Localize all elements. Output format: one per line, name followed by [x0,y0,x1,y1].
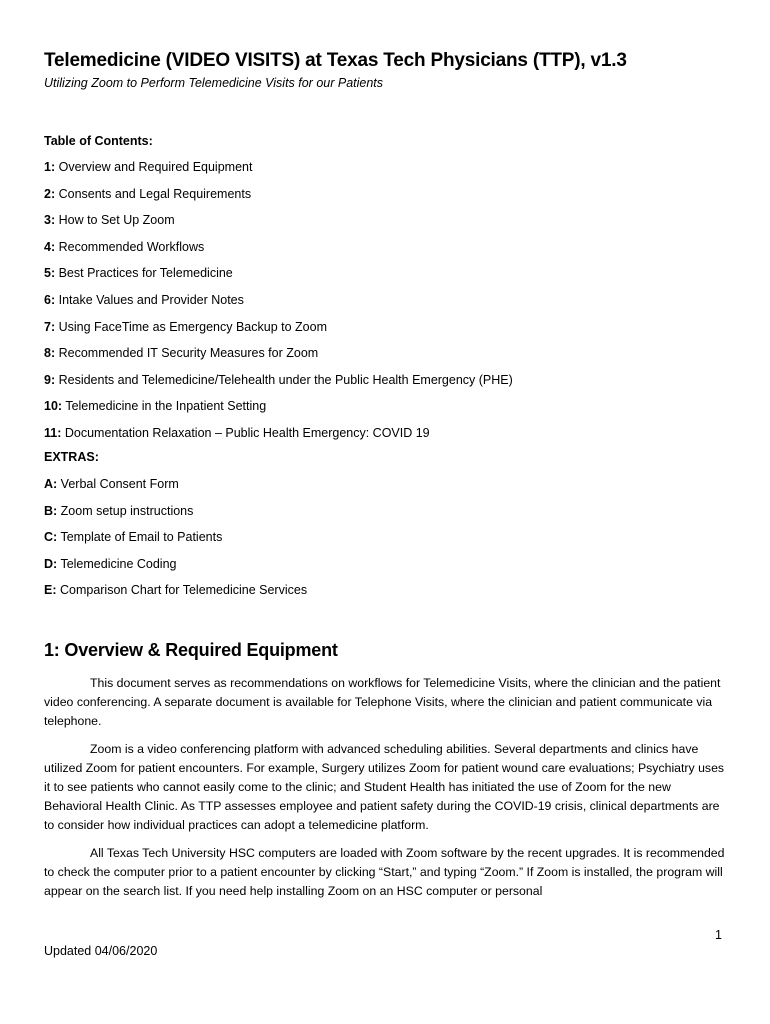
toc-item-number: 7: [44,319,56,334]
toc-item-7 [44,318,513,345]
toc-item-2 [44,185,513,212]
toc-item-text: Overview and Required Equipment [55,160,253,174]
extras-item-a [44,475,307,502]
toc-item-text: Using FaceTime as Emergency Backup to Zoom [55,319,327,334]
toc-item-text: Residents and Telemedicine/Telehealth under the Public Health Emergency (PHE) [55,372,513,387]
extras-item-text: Verbal Consent Form [57,477,179,491]
toc-item-text: Documentation Relaxation – Public Health Emergency: COVID 19 [61,425,430,440]
body-paragraph: All Texas Tech University HSC computers are loaded with Zoom software by the recent upgrades. It is recommended to check the computer prior to a patient encounter by clicking “Start,” and typing “Zoom.” If Zoom is installed, the program will appear on the search list. If you need help installing Zoom on an HSC computer or personal [44,846,725,898]
body-paragraph: This document serves as recommendations on workflows for Telemedicine Visits, where the clinician and the patient video conferencing. A separate document is available for Telephone Visits, where the clinician and patient communicate via telephone. [44,676,721,728]
extras-list [44,475,307,608]
toc-item-text: How to Set Up Zoom [55,213,175,228]
toc-item-8 [44,344,513,371]
toc-item-number: 3: [44,213,56,228]
extras-item-letter: E: [44,583,57,598]
toc-item-number: 5: [44,266,56,281]
extras-item-text: Zoom setup instructions [57,503,194,518]
toc-item-text: Telemedicine in the Inpatient Setting [62,399,267,414]
toc-item-text: Intake Values and Provider Notes [55,292,244,307]
extras-item-letter: A: [44,477,58,491]
toc-item-6 [44,291,513,318]
toc-item-number: 9: [44,372,56,387]
extras-item-d [44,555,307,582]
toc-item-11 [44,424,513,451]
toc-heading: Table of Contents: [44,134,153,148]
toc-item-number: 6: [44,292,56,307]
updated-date-footer: Updated 04/06/2020 [44,944,158,958]
toc-item-number: 4: [44,239,56,254]
toc-item-1 [44,158,513,185]
toc-item-4 [44,238,513,265]
extras-item-text: Telemedicine Coding [57,556,177,571]
extras-item-b [44,502,307,529]
document-subtitle: Utilizing Zoom to Perform Telemedicine Visits for our Patients [44,76,384,90]
toc-item-number: 1: [44,160,56,174]
extras-item-letter: B: [44,503,58,518]
section-heading-overview: 1: Overview & Required Equipment [44,640,338,660]
toc-item-number: 10: [44,399,63,414]
extras-item-e [44,581,307,608]
toc-item-10 [44,397,513,424]
toc-item-text: Best Practices for Telemedicine [55,266,233,281]
page-number: 1 [715,928,722,942]
toc-item-text: Consents and Legal Requirements [55,186,252,201]
section-body [44,674,728,911]
toc-item-number: 8: [44,346,56,361]
extras-heading: EXTRAS: [44,450,99,464]
toc-item-9 [44,371,513,398]
toc-item-5 [44,264,513,291]
toc-item-number: 11: [44,425,62,440]
toc-item-number: 2: [44,186,56,201]
body-paragraph: Zoom is a video conferencing platform with advanced scheduling abilities. Several departments and clinics have utilized Zoom for patient encounters. For example, Surgery utilizes Zoom for patient wound care evaluations; Psychiatry uses it to see patients who cannot easily come to the clinic; and Student Health has initiated the use of Zoom for the new Behavioral Health Clinic. As TTP assesses employee and patient safety during the COVID-19 crisis, clinical departments are to consider how individual practices can adopt a telemedicine platform. [44,742,725,832]
toc-item-text: Recommended Workflows [55,239,205,254]
extras-item-letter: D: [44,556,58,571]
extras-item-c [44,528,307,555]
extras-item-text: Template of Email to Patients [57,530,223,545]
extras-item-text: Comparison Chart for Telemedicine Services [56,583,308,598]
toc-item-3 [44,211,513,238]
toc-item-text: Recommended IT Security Measures for Zoom [55,346,319,361]
extras-item-letter: C: [44,530,58,545]
document-title: Telemedicine (VIDEO VISITS) at Texas Tech Physicians (TTP), v1.3 [44,50,627,71]
toc-list [44,158,513,451]
